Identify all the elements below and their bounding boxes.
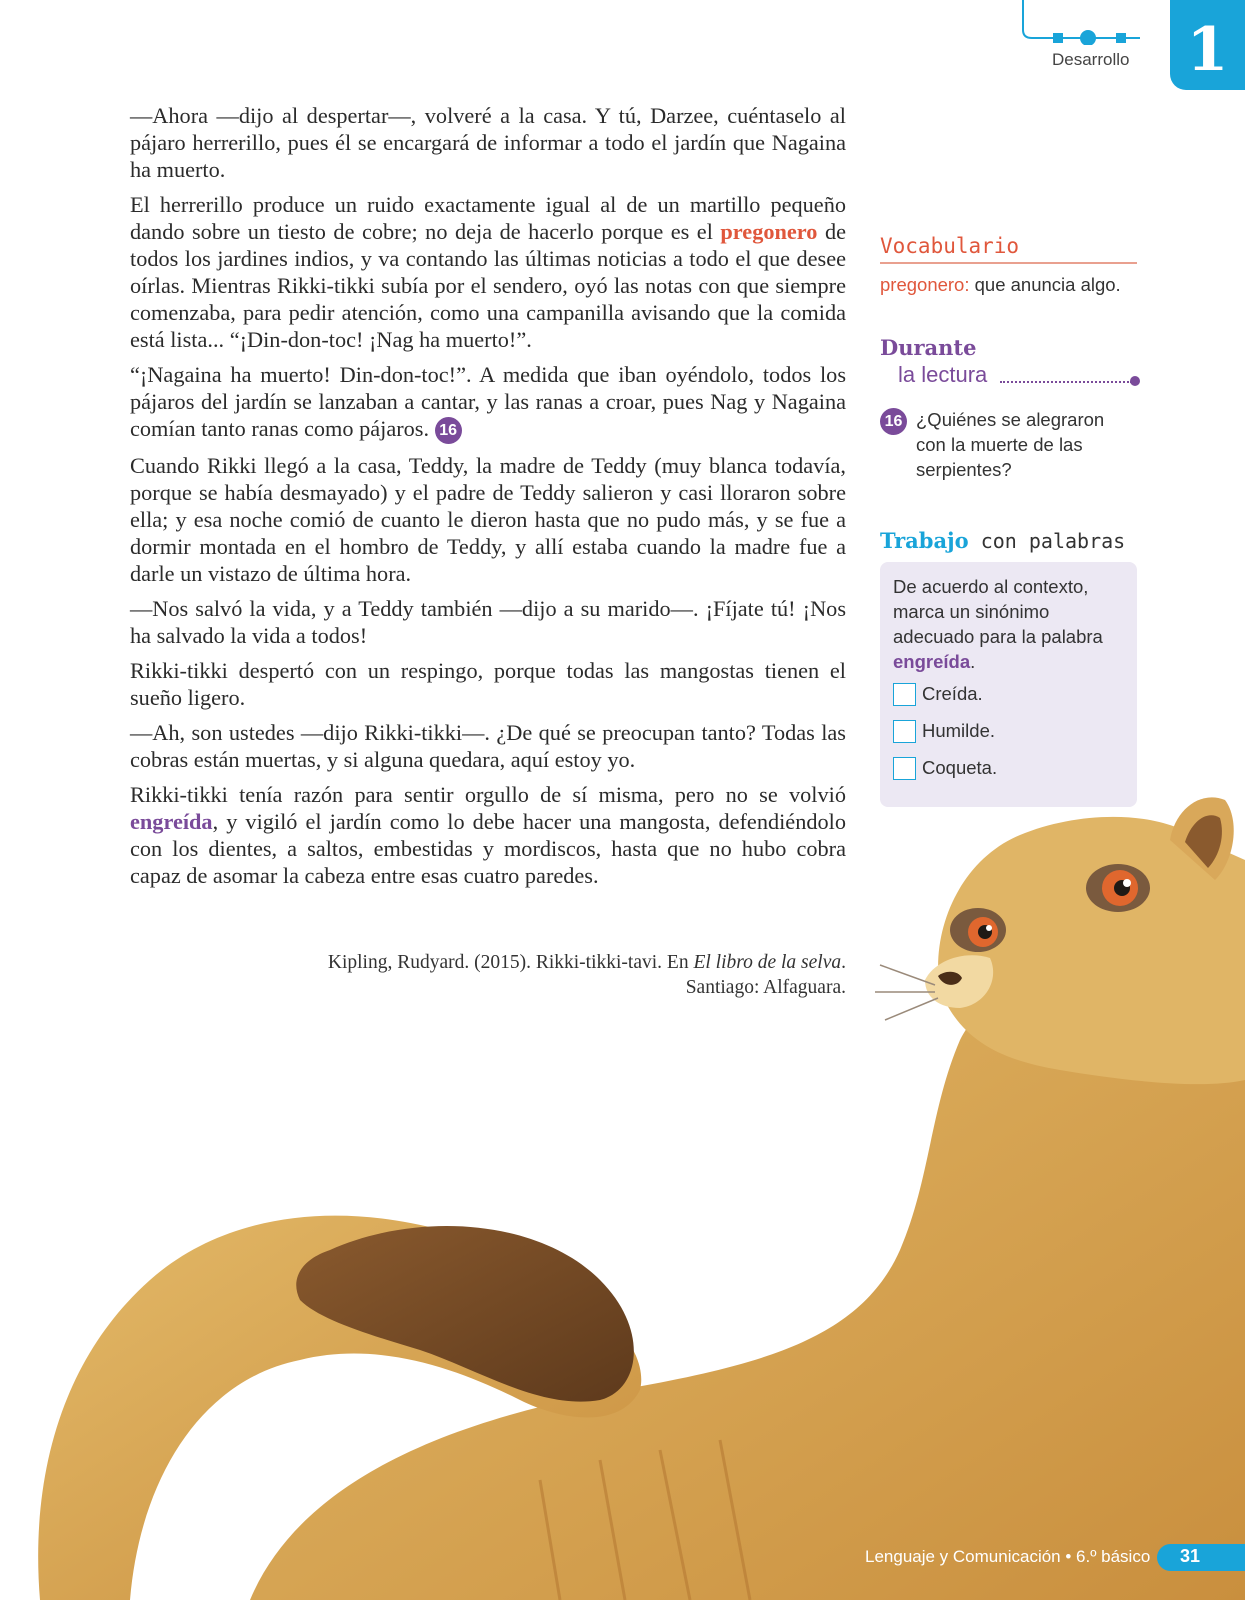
option-creida[interactable] [893, 682, 983, 708]
story-paragraph [130, 657, 846, 711]
vocabulary-definition [880, 274, 1150, 296]
citation-text: Kipling, Rudyard. (2015). Rikki-tikki-tavi. En [327, 952, 694, 973]
section-label: Desarrollo [1052, 50, 1130, 69]
story-paragraph [130, 781, 846, 889]
story-paragraph [130, 102, 846, 183]
question-number-badge: 16 [880, 408, 907, 435]
option-label: Humilde. [922, 720, 995, 742]
instruction-text: De acuerdo al contexto, marca un sinónimo adecuado para la palabra [893, 576, 1103, 647]
option-checkbox[interactable] [893, 720, 916, 743]
text-run: El herrerillo produce un ruido exactamente igual al de un martillo pequeño dando sobre un tiesto de cobre; no deja de hacerlo porque es el [130, 192, 846, 244]
story-paragraph [130, 595, 846, 649]
word-work-title [880, 528, 1125, 553]
option-checkbox[interactable] [893, 757, 916, 780]
durante-subtitle: la lectura [898, 362, 988, 387]
instruction-keyword: engreída [893, 651, 971, 672]
text-run: —Ahora —dijo al despertar—, volveré a la casa. Y tú, Darzee, cuéntaselo al pájaro herrerillo, pues él se encargará de informar a todo el jardín que Nagaina ha muerto. [130, 103, 846, 182]
option-checkbox[interactable] [893, 683, 916, 706]
story-paragraph [130, 191, 846, 353]
citation [240, 950, 846, 1000]
vocabulary-word: pregonero [720, 219, 818, 244]
citation-period: . [841, 952, 846, 973]
unit-number: 1 [1186, 15, 1229, 85]
citation-publisher: Santiago: Alfaguara. [685, 977, 846, 998]
dotted-divider [1000, 381, 1132, 383]
mongoose-illustration [0, 780, 1245, 1600]
reading-question: ¿Quiénes se alegraron con la muerte de las serpientes? [916, 409, 1105, 480]
text-run: —Nos salvó la vida, y a Teddy también —dijo a su marido—. ¡Fíjate tú! ¡Nos ha salvado la vida a todos! [130, 596, 846, 649]
unit-tab [1170, 0, 1245, 90]
page-number: 31 [1179, 1546, 1201, 1566]
vocabulary-meaning: que anuncia algo. [969, 274, 1121, 295]
instruction-end: . [970, 651, 976, 672]
text-run: Rikki-tikki tenía razón para sentir orgullo de sí misma, pero no se volvió [130, 782, 846, 808]
text-run: “¡Nagaina ha muerto! Din-don-toc!”. A medida que iban oyéndolo, todos los pájaros del jardín se lanzaban a cantar, y las ranas a croar, pues Nag y Nagaina comían tanto ranas como pájaros. [130, 362, 846, 441]
story-paragraph [130, 361, 846, 444]
durante-title: Durante [880, 335, 977, 360]
option-humilde[interactable] [893, 719, 995, 745]
citation-book-title: El libro de la selva [693, 952, 842, 973]
text-run: , y vigiló el jardín como lo debe hacer una mangosta, defendiéndolo con los dientes, a saltos, embestidas y mordiscos, hasta que no hubo cobra capaz de asomar la cabeza entre esas cuatro paredes. [130, 809, 846, 889]
story-text [130, 102, 846, 897]
page-number-pill [1157, 1544, 1245, 1571]
text-run: de todos los jardines indios, y va contando las últimas noticias a todo el que desee oírlas. Mientras Rikki-tikki subía por el sendero, oyó las notas con que siempre comenzaba, para pedir atención, como una campanilla avisando que la comida está lista... “¡Din-don-toc! ¡Nag ha muerto!”. [130, 219, 846, 352]
text-run: Cuando Rikki llegó a la casa, Teddy, la madre de Teddy (muy blanca todavía, porque se había desmayado) y el padre de Teddy salieron y casi lloraron sobre ella; y esa noche comió de cuanto le dieron hasta que no pudo más, y se fue a dormir montada en el hombro de Teddy, y allí estaba cuando la madre fue a darle un vistazo de última hora. [130, 453, 846, 587]
story-paragraph [130, 719, 846, 773]
word-work-title-rest: con palabras [968, 529, 1126, 553]
highlighted-word: engreída [130, 809, 213, 835]
question-marker-badge: 16 [435, 417, 462, 444]
unit-progress-line [1020, 0, 1140, 45]
word-work-title-strong: Trabajo [880, 528, 969, 553]
text-run: Rikki-tikki despertó con un respingo, porque todas las mangostas tienen el sueño ligero. [130, 658, 846, 711]
vocabulary-title: Vocabulario [880, 234, 1137, 264]
option-coqueta[interactable] [893, 756, 997, 782]
word-work-instruction [893, 574, 1128, 674]
option-label: Creída. [922, 683, 983, 705]
vocabulary-term: pregonero: [880, 274, 970, 295]
story-paragraph [130, 452, 846, 587]
divider-dot [1130, 376, 1140, 386]
footer-subject: Lenguaje y Comunicación • 6.º básico [865, 1547, 1151, 1566]
option-label: Coqueta. [922, 757, 998, 779]
text-run: —Ah, son ustedes —dijo Rikki-tikki—. ¿De qué se preocupan tanto? Todas las cobras están muertas, y si alguna quedara, aquí estoy yo. [130, 720, 846, 773]
